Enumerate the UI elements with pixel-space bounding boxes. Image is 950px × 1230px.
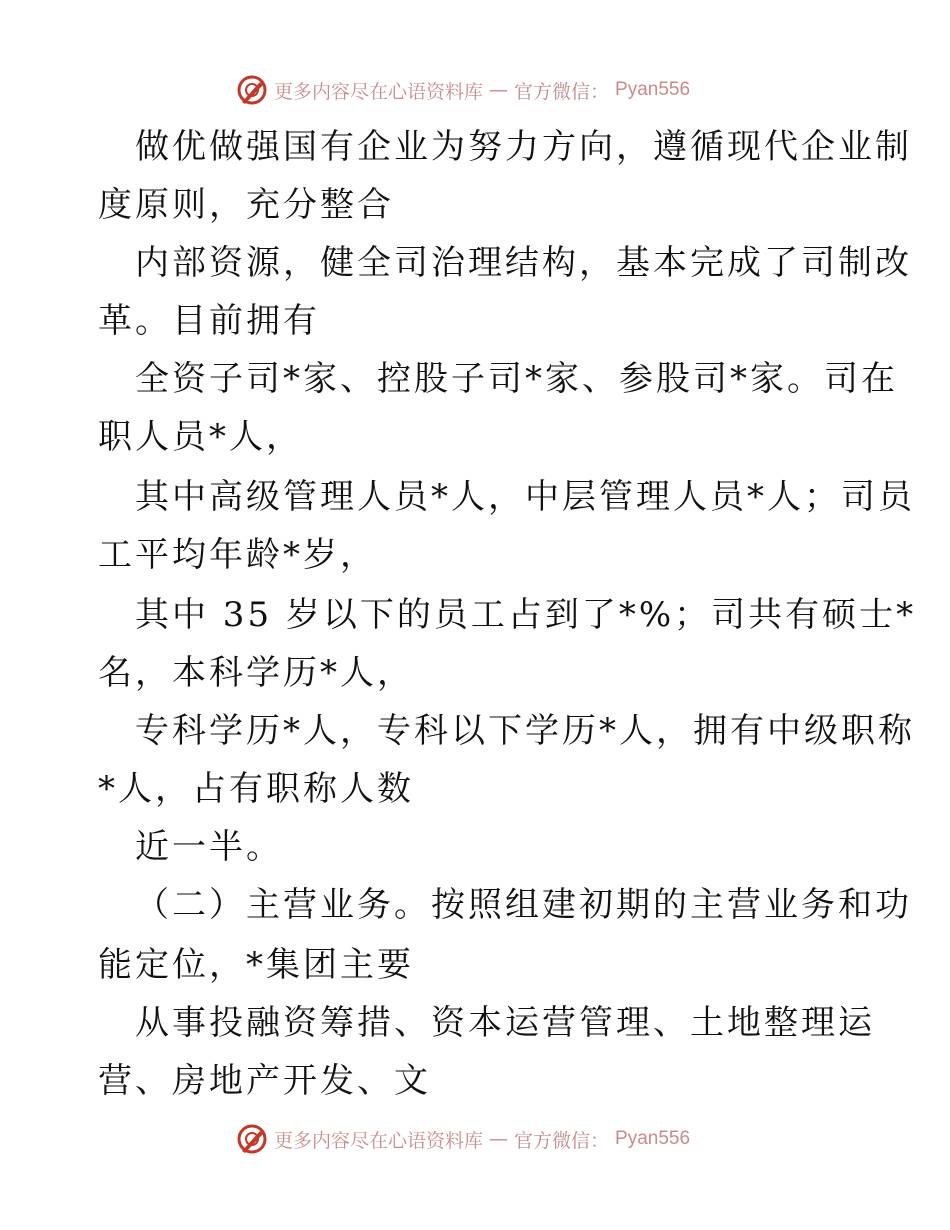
- body-line: 近一半。: [135, 827, 283, 867]
- body-line: 其中 35 岁以下的员工占到了*%；司共有硕士*: [135, 595, 917, 635]
- body-line: 营、房地产开发、文: [98, 1061, 431, 1101]
- banner-wechat-id: Pyan556: [615, 1128, 691, 1149]
- body-line: 内部资源，健全司治理结构，基本完成了司制改: [135, 243, 912, 283]
- body-line: 名，本科学历*人，: [98, 653, 414, 693]
- body-line: 革。目前拥有: [98, 301, 320, 341]
- body-line: 全资子司*家、控股子司*家、参股司*家。司在: [135, 359, 898, 399]
- banner-brand: 更多内容尽在心语资料库: [274, 1129, 484, 1152]
- banner-dash: —: [489, 79, 509, 101]
- banner-brand: 更多内容尽在心语资料库: [274, 80, 484, 103]
- body-line: 能定位，*集团主要: [98, 945, 414, 985]
- body-line: 做优做强国有企业为努力方向，遵循现代企业制: [135, 127, 912, 167]
- body-line: 专科学历*人，专科以下学历*人，拥有中级职称: [135, 711, 915, 751]
- banner-wechat-label: 官方微信：: [514, 1129, 610, 1152]
- body-line: 工平均年龄*岁，: [98, 535, 377, 575]
- body-line: （二）主营业务。按照组建初期的主营业务和功: [135, 885, 912, 925]
- pen-logo-icon: [236, 1123, 268, 1155]
- body-line: 从事投融资筹措、资本运营管理、土地整理运: [135, 1003, 875, 1043]
- footer-banner: [236, 1121, 690, 1157]
- body-line: 其中高级管理人员*人，中层管理人员*人；司员: [135, 477, 915, 517]
- body-line: 职人员*人，: [98, 417, 303, 457]
- banner-wechat-label: 官方微信：: [514, 80, 610, 103]
- body-line: 度原则，充分整合: [98, 185, 394, 225]
- banner-dash: —: [489, 1128, 509, 1150]
- body-line: *人，占有职称人数: [98, 769, 414, 809]
- banner-wechat-id: Pyan556: [615, 79, 691, 100]
